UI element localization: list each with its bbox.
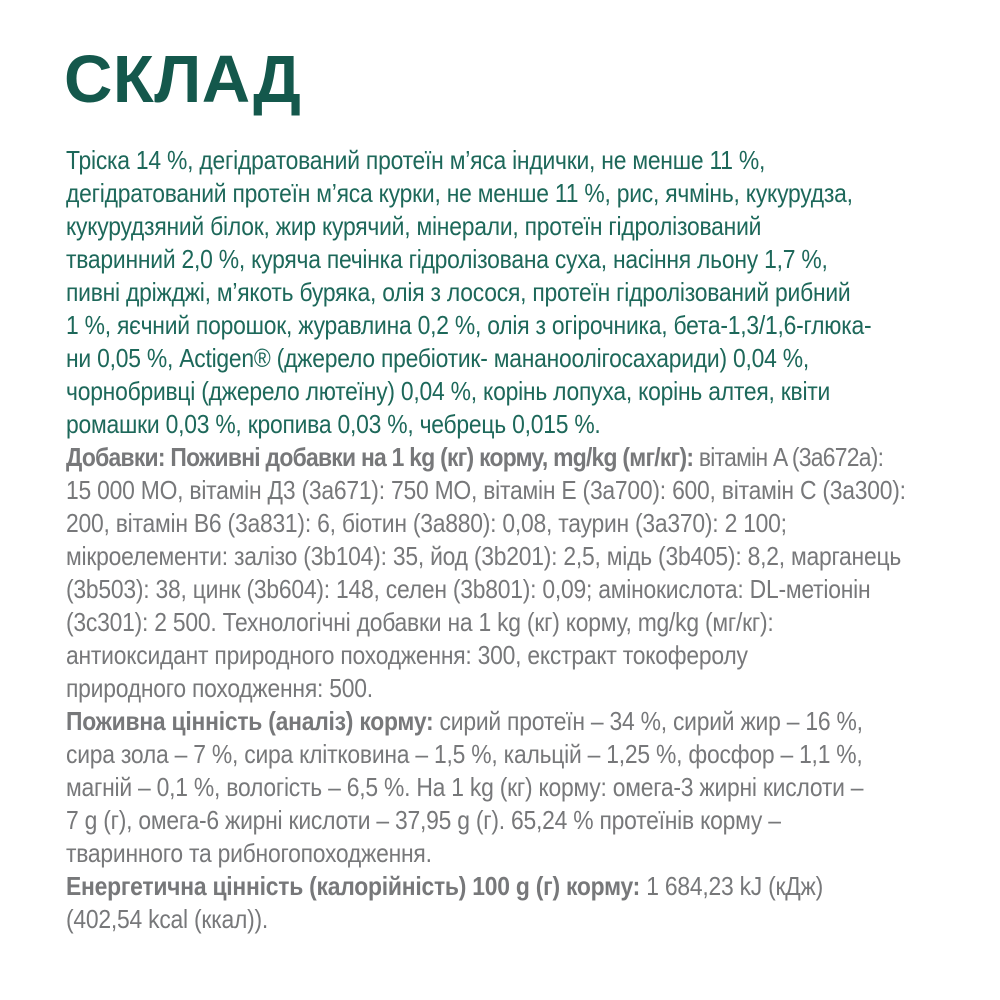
energy-line: (402,54 kcal (ккал)).	[66, 904, 269, 934]
additives-line: 15 000 МО, вітамін Д3 (3a671): 750 МО, вітамін E (3a700): 600, вітамін C (3a300):	[66, 475, 906, 505]
additives-line: мікроелементи: залізо (3b104): 35, йод (3b201): 2,5, мідь (3b405): 8,2, марганець	[66, 541, 902, 571]
additives-line: (3c301): 2 500. Технологічні добавки на 1 kg (кг) корму, mg/kg (мг/кг):	[66, 607, 774, 637]
ingredients-line: ни 0,05 %, Actigen® (джерело пребіотик- мананоолігосахариди) 0,04 %,	[66, 343, 809, 373]
ingredients-line: кукурудзяний білок, жир курячий, мінерали, протеїн гідролізований	[66, 211, 762, 241]
additives-lead-line	[66, 441, 1000, 474]
energy-lead-rest: 1 684,23 kJ (кДж)	[640, 871, 824, 901]
ingredients-line: пивні дріжджі, м’якоть буряка, олія з лосося, протеїн гідролізований рибний	[66, 277, 851, 307]
ingredients-line: Тріска 14 %, дегідратований протеїн м’яса індички, не менше 11 %,	[66, 145, 766, 175]
analysis-lead-line	[66, 705, 1000, 738]
additives-lead-rest: вітамін A (3a672a):	[693, 442, 884, 472]
analysis-line: магній – 0,1 %, вологість – 6,5 %. На 1 kg (кг) корму: омега-3 жирні кислоти –	[66, 772, 864, 802]
analysis-line: 7 g (г), омега-6 жирні кислоти – 37,95 g (г). 65,24 % протеїнів корму –	[66, 805, 781, 835]
composition-text-block	[66, 144, 1000, 936]
energy-label: Енергетична цінність (калорійність) 100 g (г) корму:	[66, 871, 641, 901]
additives-line: природного походження: 500.	[66, 673, 373, 703]
ingredients-line: тваринний 2,0 %, куряча печінка гідролізована суха, насіння льону 1,7 %,	[66, 244, 828, 274]
analysis-line: сира зола – 7 %, сира клітковина – 1,5 %, кальцій – 1,25 %, фосфор – 1,1 %,	[66, 739, 863, 769]
analysis-label: Поживна цінність (аналіз) корму:	[66, 706, 434, 736]
analysis-lead-rest: сирий протеїн – 34 %, сирий жир – 16 %,	[433, 706, 863, 736]
ingredients-line: 1 %, яєчний порошок, журавлина 0,2 %, олія з огірочника, бета-1,3/1,6-глюка-	[66, 310, 872, 340]
analysis-line: тваринного та рибногопоходження.	[66, 838, 432, 868]
additives-line: (3b503): 38, цинк (3b604): 148, селен (3b801): 0,09; амінокислота: DL-метіонін	[66, 574, 871, 604]
ingredients-line: ромашки 0,03 %, кропива 0,03 %, чебрець 0,015 %.	[66, 409, 601, 439]
ingredients-line: дегідратований протеїн м’яса курки, не менше 11 %, рис, ячмінь, кукурудза,	[66, 178, 853, 208]
additives-line: антиоксидант природного походження: 300, екстракт токоферолу	[66, 640, 748, 670]
additives-label: Добавки: Поживні добавки на 1 kg (кг) корму, mg/kg (мг/кг):	[66, 442, 694, 472]
page-title: СКЛАД	[64, 42, 302, 117]
additives-line: 200, вітамін B6 (3a831): 6, біотин (3a880): 0,08, таурин (3a370): 2 100;	[66, 508, 787, 538]
energy-lead-line	[66, 870, 1000, 903]
ingredients-line: чорнобривці (джерело лютеїну) 0,04 %, корінь лопуха, корінь алтея, квіти	[66, 376, 831, 406]
